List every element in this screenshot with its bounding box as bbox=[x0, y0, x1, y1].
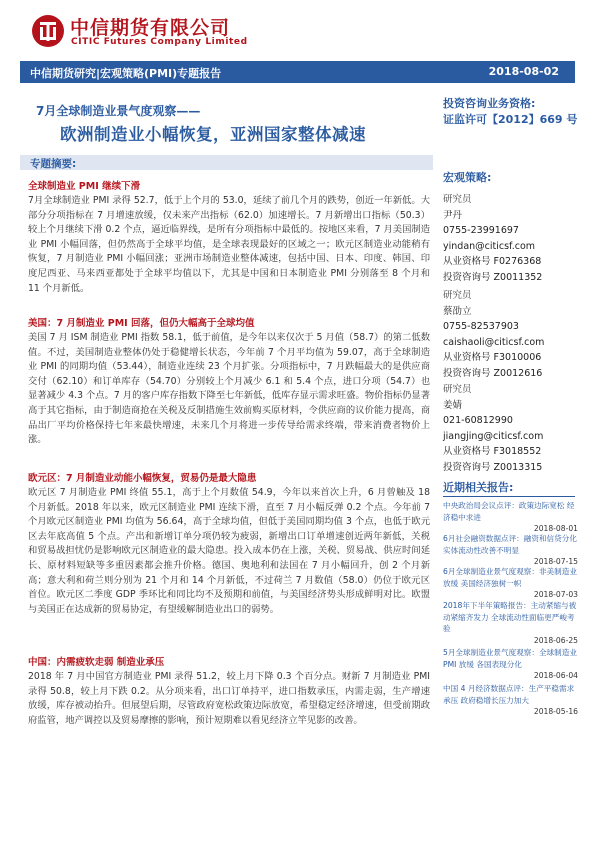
section-heading: 中国：内需疲软走弱 制造业承压 bbox=[28, 657, 165, 668]
related-report-date: 2018-08-01 bbox=[533, 524, 578, 533]
analyst-role: 研究员 bbox=[443, 194, 472, 205]
analyst-cert: 从业资格号 F0276368 bbox=[443, 256, 542, 267]
analyst-email[interactable]: jiangjing@citicsf.com bbox=[443, 430, 544, 442]
related-report-date: 2018-06-04 bbox=[533, 671, 578, 680]
analyst-cert: 从业资格号 F3010006 bbox=[443, 352, 542, 363]
related-report-date: 2018-06-25 bbox=[533, 635, 578, 645]
analyst-name: 蔡劭立 bbox=[443, 305, 472, 317]
related-report-link[interactable]: 2018年下半年策略报告：主动紧缩与被动紧缩齐发力 全球流动性面临更严峻考验 bbox=[443, 601, 577, 633]
report-title: 欧洲制造业小幅恢复，亚洲国家整体减速 bbox=[60, 125, 366, 144]
analyst-invest: 投资咨询号 Z0011352 bbox=[443, 271, 543, 283]
section-body: 7月全球制造业 PMI 录得 52.7，低于上个月的 53.0，延续了前几个月的跌势，创近一年新低。大部分分项指标在 7 月增速放缓，仅未来产出指标（62.0）加速增长。7 月新增出口指标（50.3）较上个月继续下滑 0.2 个点，逼近临界线，是所有分项指标中最低的。按地区来看，7 月美国制造业 PMI 小幅回落，但仍然高于全球平均值，是全球表现最好的区域之一；欧元区制造业动能稍有恢复，7 月制造业 PMI 小幅回涨；亚洲市场制造业整体减速，包括中国、日本、印度、韩国、印度尼西亚、马来西亚都处于全球平均值以下，尤其是中国和日本制造业 PMI 分别落至 8 个月和 11 个月新低。 bbox=[28, 195, 430, 294]
section-body: 美国 7 月 ISM 制造业 PMI 指数 58.1，低于前值，是今年以来仅次于 5 月值（58.7）的第二低数值。不过，美国制造业整体仍处于稳健增长状态，今年前 7 个月平均值为 59.07，高于全球制造业 PMI 的同期均值（53.44），制造业连续 23 个月扩张。分项指标中，7 月跌幅最大的是供应商交付（62.10）和订单库存（54.70）分别较上个月减少 6.1 和 5.4 个点，进口分项（54.7）也显著减少 4.3 个点。7 月的客户库存指数下降至七年新低，低库存显示需求旺盛。物价指标仍显著高于其它指标，由于制造商抢在关税及反制措施生效前购买原材料，令供应商的议价能力提高，商品出厂平均价格保持七年来最快增速，未来几个月将进一步传导给需求终端，带来消费者物价上涨。 bbox=[28, 332, 430, 446]
company-name-cn: 中信期货有限公司 bbox=[70, 17, 231, 39]
section-body: 欧元区 7 月制造业 PMI 终值 55.1，高于上个月数值 54.9，今年以来首次上升，6 月曾触及 18 个月新低。2018 年以来，欧元区制造业 PMI 连续下滑，直至 7 月小幅反弹 0.2 个点。今年前 7 个月欧元区制造业 PMI 均值为 56.64，高于全球均值，但低于美国同期均值 3 个点，也低于欧元区去年底高值 5 个点。产出和新增订单分项仍较为疲弱，新增出口订单增速创近两年新低，关税和贸易战担忧仍是影响欧元区制造业的最大隐患。投入成本仍在上涨，关税、贸易战、供应时间延长、原材料短缺等多重因素都会推升价格。德国、奥地利和法国在 7 月小幅回升，创 2 个月新高；意大利和荷兰则分别为 21 个月和 14 个月新低，不过荷兰 7 月数值（58.0）仍位于欧元区首位。欧元区二季度 GDP 季环比和同比均不及预期和前值，与美国经济势头形成鲜明对比。欧盟与美国正在达成新的贸易协定，有望缓解制造业出口的弱势。 bbox=[28, 487, 430, 615]
strategy-title: 宏观策略: bbox=[443, 171, 492, 184]
related-report-item[interactable] bbox=[443, 600, 578, 646]
credential-line2: 证监许可【2012】669 号 bbox=[443, 113, 578, 126]
related-report-link[interactable]: 5月全球制造业景气度观察：全球制造业 PMI 放缓 各国表现分化 bbox=[443, 648, 577, 669]
analyst-invest: 投资咨询号 Z0013315 bbox=[443, 461, 543, 473]
report-category: 中信期货研究|宏观策略(PMI)专题报告 bbox=[30, 67, 222, 80]
credential-block bbox=[443, 96, 578, 128]
related-divider bbox=[443, 496, 575, 497]
analyst-phone: 0755-82537903 bbox=[443, 321, 519, 332]
report-banner bbox=[20, 61, 575, 83]
analyst-cert: 从业资格号 F3018552 bbox=[443, 446, 542, 457]
related-report-date: 2018-05-16 bbox=[533, 707, 578, 716]
analyst-email[interactable]: yindan@citicsf.com bbox=[443, 240, 536, 252]
analyst-card bbox=[443, 192, 578, 285]
summary-bar bbox=[20, 155, 433, 170]
analyst-card bbox=[443, 382, 578, 475]
related-report-link[interactable]: 中国 4 月经济数据点评：生产平稳需求承压 政府稳增长压力加大 bbox=[443, 684, 575, 705]
analyst-phone: 0755-23991697 bbox=[443, 225, 519, 236]
company-name-en: CITIC Futures Company Limited bbox=[71, 37, 248, 47]
related-report-item[interactable] bbox=[443, 647, 578, 682]
analyst-name: 尹丹 bbox=[443, 209, 463, 221]
report-subtitle: 7月全球制造业景气度观察—— bbox=[36, 104, 201, 118]
credential-line1: 投资咨询业务资格: bbox=[443, 97, 536, 110]
analyst-role: 研究员 bbox=[443, 384, 472, 395]
related-report-date: 2018-07-15 bbox=[533, 557, 578, 566]
related-reports-title: 近期相关报告: bbox=[443, 481, 514, 494]
related-report-link[interactable]: 6月社会融资数据点评：融资和信贷分化 实体流动性改善不明显 bbox=[443, 534, 577, 555]
citic-logo-icon bbox=[31, 14, 65, 48]
section-heading: 全球制造业 PMI 继续下滑 bbox=[28, 181, 141, 192]
related-report-item[interactable] bbox=[443, 566, 578, 601]
section-heading: 欧元区：7 月制造业动能小幅恢复，贸易仍是最大隐患 bbox=[28, 473, 257, 484]
related-report-item[interactable] bbox=[443, 500, 578, 535]
analyst-role: 研究员 bbox=[443, 290, 472, 301]
report-date: 2018-08-02 bbox=[488, 65, 559, 78]
related-report-item[interactable] bbox=[443, 683, 578, 718]
related-report-item[interactable] bbox=[443, 533, 578, 568]
related-report-link[interactable]: 中央政治局会议点评：政策边际宽松 经济稳中求进 bbox=[443, 501, 575, 522]
analyst-email[interactable]: caishaoli@citicsf.com bbox=[443, 336, 545, 348]
section-heading: 美国：7 月制造业 PMI 回落，但仍大幅高于全球均值 bbox=[28, 318, 255, 329]
section-body: 2018 年 7 月中国官方制造业 PMI 录得 51.2，较上月下降 0.3 个百分点。财新 7 月制造业 PMI 录得 50.8，较上月下跌 0.2。从分项来看，出口订单持平，进口指数承压，内需走弱，生产增速放缓，库存被动抬升。但展望后期，尽管政府宽松政策边际放宽，希望稳定经济增速，但受前期政府监管，地产调控以及贸易摩擦的影响，预计短期难以看见经济立竿见影的改善。 bbox=[28, 671, 430, 726]
analyst-phone: 021-60812990 bbox=[443, 415, 513, 426]
summary-title: 专题摘要: bbox=[30, 158, 77, 170]
analyst-invest: 投资咨询号 Z0012616 bbox=[443, 367, 543, 379]
related-report-date: 2018-07-03 bbox=[533, 590, 578, 599]
related-report-link[interactable]: 6月全球制造业景气度观察：非美制造业放缓 美国经济独树一帜 bbox=[443, 567, 577, 588]
analyst-name: 姜婧 bbox=[443, 399, 463, 411]
analyst-card bbox=[443, 288, 578, 381]
